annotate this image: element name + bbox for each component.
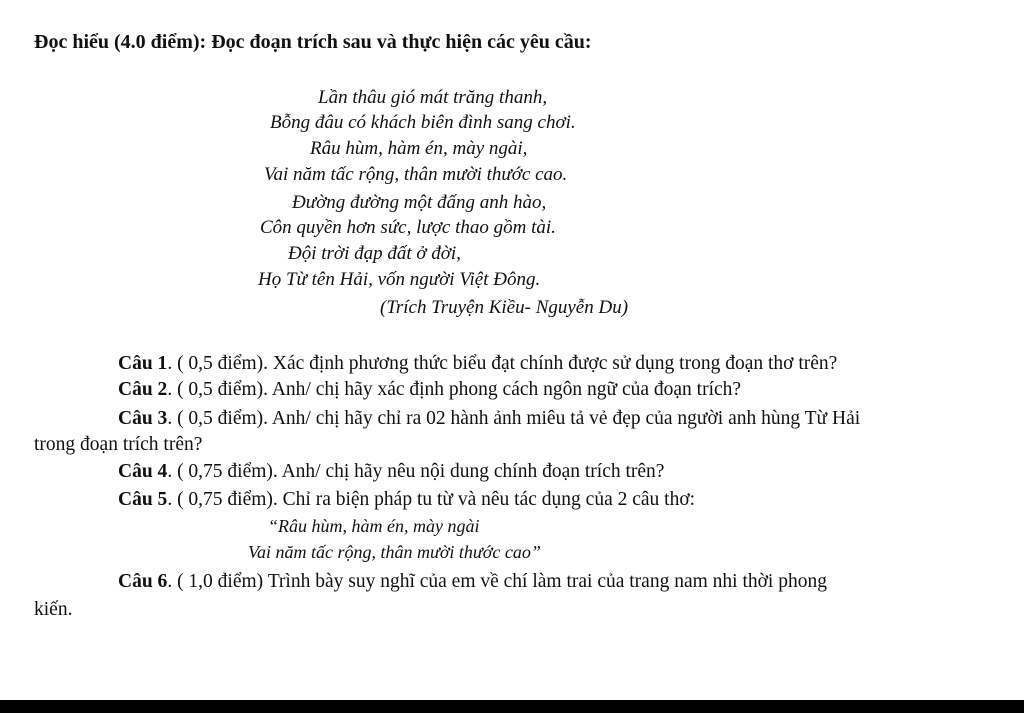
question-6-continuation: kiến. bbox=[34, 599, 73, 620]
question-6 bbox=[118, 570, 827, 594]
question-text: . ( 0,5 điểm). Anh/ chị hãy xác định phong cách ngôn ngữ của đoạn trích? bbox=[167, 379, 742, 400]
poem-line: Bỗng đâu có khách biên đình sang chơi. bbox=[270, 112, 576, 133]
poem-line: Côn quyền hơn sức, lược thao gồm tài. bbox=[260, 217, 556, 238]
question-label: Câu 5 bbox=[118, 489, 168, 510]
question-label: Câu 2 bbox=[118, 379, 168, 400]
question-3 bbox=[118, 407, 860, 431]
poem-source: (Trích Truyện Kiều- Nguyễn Du) bbox=[380, 297, 629, 318]
section-heading: Đọc hiểu (4.0 điểm): Đọc đoạn trích sau và thực hiện các yêu cầu: bbox=[34, 31, 592, 53]
question-3-continuation: trong đoạn trích trên? bbox=[34, 434, 203, 455]
question-4 bbox=[118, 460, 664, 484]
quote-line: Vai năm tấc rộng, thân mười thước cao” bbox=[248, 542, 541, 562]
poem-line: Họ Từ tên Hải, vốn người Việt Đông. bbox=[258, 269, 541, 290]
poem-line: Lần thâu gió mát trăng thanh, bbox=[318, 87, 548, 108]
poem-line: Râu hùm, hàm én, mày ngài, bbox=[310, 138, 528, 159]
question-text: . ( 0,5 điểm). Xác định phương thức biểu đạt chính được sử dụng trong đoạn thơ trên? bbox=[167, 353, 838, 374]
question-2 bbox=[118, 378, 741, 402]
question-5 bbox=[118, 488, 695, 512]
quote-line: “Râu hùm, hàm én, mày ngài bbox=[268, 516, 480, 536]
question-text: . ( 0,5 điểm). Anh/ chị hãy chỉ ra 02 hành ảnh miêu tả vẻ đẹp của người anh hùng Từ Hải bbox=[167, 408, 861, 429]
question-label: Câu 4 bbox=[118, 461, 168, 482]
bottom-border-bar bbox=[0, 700, 1024, 713]
question-label: Câu 3 bbox=[118, 408, 168, 429]
question-text: . ( 0,75 điểm). Chỉ ra biện pháp tu từ và nêu tác dụng của 2 câu thơ: bbox=[167, 489, 696, 510]
question-1 bbox=[118, 352, 837, 376]
poem-line: Đội trời đạp đất ở đời, bbox=[288, 243, 461, 264]
question-text: . ( 0,75 điểm). Anh/ chị hãy nêu nội dung chính đoạn trích trên? bbox=[167, 461, 665, 482]
question-label: Câu 1 bbox=[118, 353, 168, 374]
question-label: Câu 6 bbox=[118, 571, 168, 592]
question-text: . ( 1,0 điểm) Trình bày suy nghĩ của em về chí làm trai của trang nam nhi thời phong bbox=[167, 571, 827, 592]
poem-line: Vai năm tấc rộng, thân mười thước cao. bbox=[264, 164, 568, 185]
poem-line: Đường đường một đấng anh hào, bbox=[292, 192, 547, 213]
